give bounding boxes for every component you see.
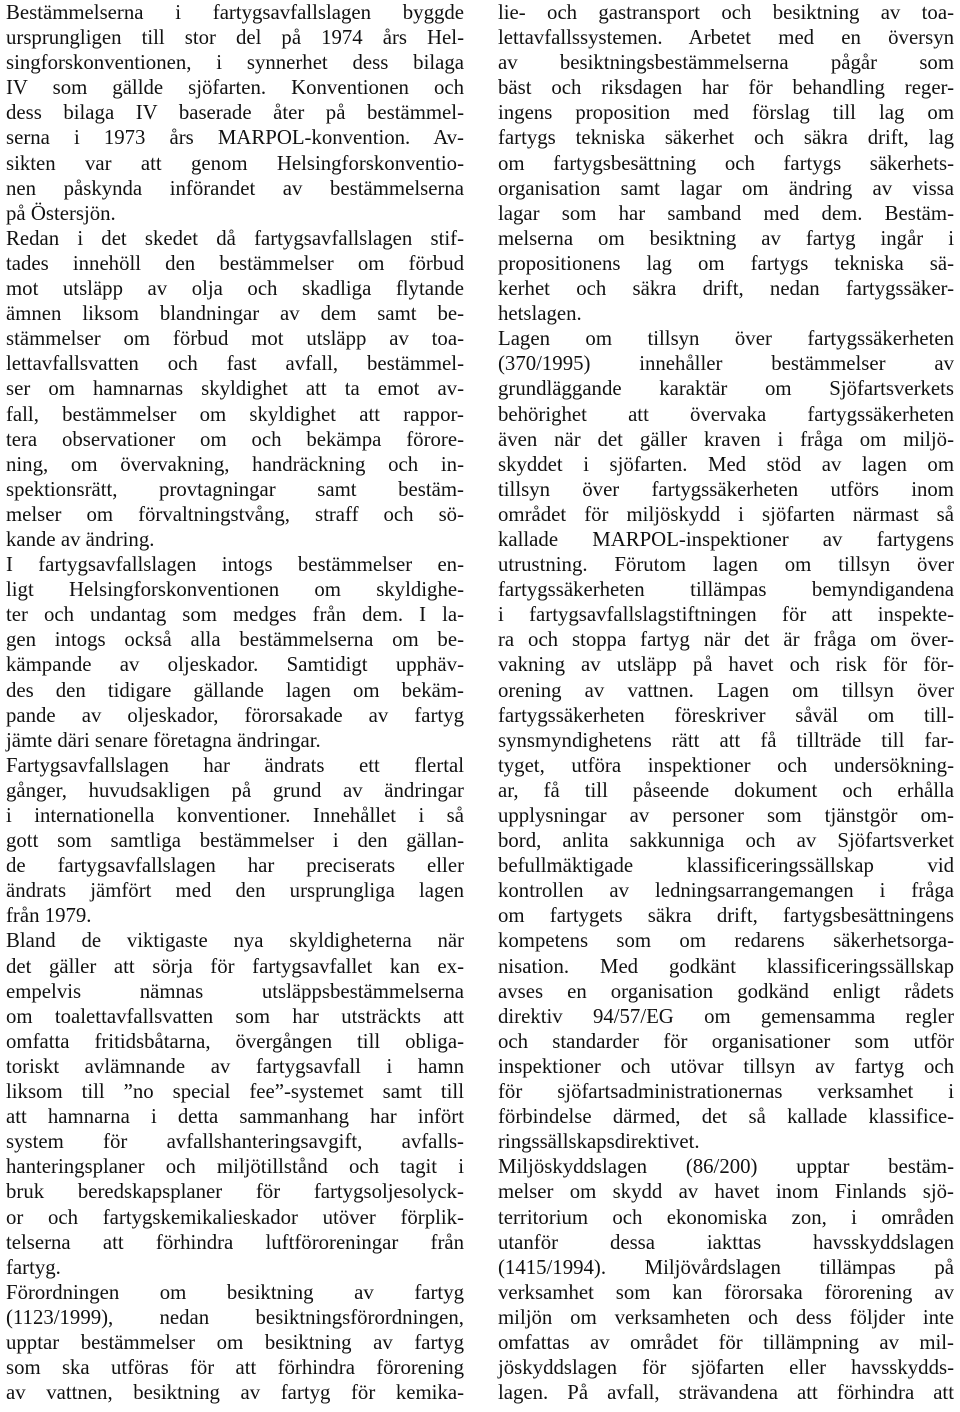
- text-line: ringssällskapsdirektivet.: [498, 1130, 700, 1154]
- text-line: lettavfallsvatten och fast avfall, bestämmel-: [6, 352, 464, 376]
- text-line: Bestämmelserna i fartygsavfallslagen byggde: [6, 1, 464, 24]
- text-line: sikten var att genom Helsingforskonventio-: [6, 151, 464, 175]
- text-line: att hamnarna i detta sammanhang har infört: [6, 1105, 464, 1129]
- text-line: kontrollen av ledningsarrangemangen i fråga: [498, 879, 954, 903]
- text-line: omfattas av området för tillämpning av mil-: [498, 1330, 954, 1354]
- text-line: tades innehöll den bestämmelser om förbud: [6, 251, 464, 275]
- text-line: av vattnen, besiktning av fartyg för kemika-: [6, 1381, 464, 1405]
- text-line: skyddet i sjöfarten. Med stöd av lagen om: [498, 452, 954, 476]
- text-line: ursprungligen till stor del på 1974 års Hel-: [6, 26, 464, 50]
- text-line: territorium och ekonomiska zon, i områden: [498, 1205, 954, 1229]
- text-line: gånger, huvudsakligen på grund av ändringar: [6, 778, 464, 802]
- text-line: (1123/1999), nedan besiktningsförordningen,: [6, 1305, 464, 1329]
- text-line: grundläggande karaktär om Sjöfartsverkets: [498, 377, 954, 401]
- text-line: om fartygets säkra drift, fartygsbesättningens: [498, 904, 954, 928]
- text-line: melserna om besiktning av fartyg ingår i: [498, 226, 954, 250]
- text-line: ter och undantag som medges från dem. I la-: [6, 603, 464, 627]
- text-line: miljön om verksamheten och dess följder inte: [498, 1305, 954, 1329]
- text-line: upptar bestämmelser om besiktning av fartyg: [6, 1330, 464, 1354]
- text-line: I fartygsavfallslagen intogs bestämmelser en-: [6, 553, 464, 577]
- text-line: singforskonventionen, i synnerhet dess bilaga: [6, 51, 464, 75]
- text-line: Miljöskyddslagen (86/200) upptar bestäm-: [498, 1155, 954, 1179]
- text-line: gott som samtliga bestämmelser i den gällan-: [6, 829, 464, 853]
- text-line: verksamhet som kan förorsaka förorening av: [498, 1280, 954, 1304]
- text-line: Förordningen om besiktning av fartyg: [6, 1280, 464, 1304]
- text-line: fartyg.: [6, 1255, 61, 1279]
- text-line: ra och stoppa fartyg när det är fråga om över-: [498, 628, 954, 652]
- text-line: Bland de viktigaste nya skyldigheterna när: [6, 929, 464, 953]
- text-line: hanteringsplaner och miljötillstånd och tagit i: [6, 1155, 464, 1179]
- text-line: bruk beredskapsplaner för fartygsoljesolyck-: [6, 1180, 464, 1204]
- text-line: ning, om övervakning, handräckning och in-: [6, 452, 464, 476]
- text-line: lie- och gastransport och besiktning av toa-: [498, 1, 954, 24]
- text-line: som ska utföras för att förhindra förorening: [6, 1356, 464, 1380]
- text-line: förbindelse därmed, det så kallade klassifice-: [498, 1105, 954, 1129]
- text-line: spektionsrätt, provtagningar samt bestäm-: [6, 477, 464, 501]
- text-line: direktiv 94/57/EG om gemensamma regler: [498, 1004, 954, 1028]
- text-line: serna i 1973 års MARPOL-konvention. Av-: [6, 126, 464, 150]
- text-line: kande av ändring.: [6, 527, 155, 551]
- text-line: or och fartygskemikalieskador utöver förplik-: [6, 1205, 464, 1229]
- text-line: IV som gällde sjöfarten. Konventionen och: [6, 76, 464, 100]
- text-line: kompetens som om redarens säkerhetsorga-: [498, 929, 954, 953]
- text-line: i internationella konventioner. Innehållet i så: [6, 804, 464, 827]
- text-line: mot utsläpp av olja och skadliga flytande: [6, 277, 464, 301]
- text-line: upplysningar av personer som tjänstgör om-: [498, 804, 954, 827]
- text-line: ar, få till påseende dokument och erhålla: [498, 778, 954, 802]
- text-line: om toalettavfallsvatten som har utsträckts att: [6, 1004, 464, 1028]
- text-line: nisation. Med godkänt klassificeringssällskap: [498, 954, 954, 978]
- text-line: det gäller att sörja för fartygsavfallet kan ex-: [6, 954, 464, 978]
- text-line: och standarder för organisationer som utför: [498, 1029, 954, 1053]
- text-line: avses en organisation godkänd enligt rådets: [498, 979, 954, 1003]
- left-text-column: [6, 0, 464, 1405]
- text-line: ingens proposition med förslag till lag om: [498, 101, 954, 125]
- text-line: fartygs tekniska säkerhet och säkra drift, lag: [498, 126, 954, 150]
- text-line: de fartygsavfallslagen har preciserats eller: [6, 854, 464, 878]
- text-line: melser om förvaltningstvång, straff och sö-: [6, 502, 464, 526]
- text-line: ser om hamnarnas skyldighet att ta emot av-: [6, 377, 464, 401]
- text-line: (370/1995) innehåller bestämmelser av: [498, 352, 954, 376]
- text-line: lagar som har samband med dem. Bestäm-: [498, 201, 954, 225]
- text-line: gen intogs också alla bestämmelserna om be-: [6, 628, 464, 652]
- text-line: organisation samt lagar om ändring av vissa: [498, 176, 954, 200]
- text-line: lettavfallssystemen. Arbetet med en översyn: [498, 26, 954, 50]
- text-line: (1415/1994). Miljövårdslagen tillämpas på: [498, 1255, 954, 1279]
- text-line: från 1979.: [6, 904, 92, 928]
- text-line: inspektioner och utövar tillsyn av fartyg och: [498, 1054, 954, 1078]
- text-line: om fartygsbesättning och fartygs säkerhets-: [498, 151, 954, 175]
- text-line: kallade MARPOL-inspektioner av fartygens: [498, 527, 954, 551]
- text-line: jöskyddslagen för sjöfarten eller havsskydds-: [498, 1356, 954, 1380]
- text-line: på Östersjön.: [6, 201, 116, 225]
- text-line: tera observationer om och bekämpa förore-: [6, 427, 464, 451]
- text-line: bord, anlita sakkunniga och av Sjöfartsverket: [498, 829, 954, 853]
- text-line: pande av oljeskador, förorsakade av fartyg: [6, 703, 464, 727]
- text-line: området för miljöskydd i sjöfarten närmast så: [498, 502, 954, 526]
- text-line: jämte däri senare företagna ändringar.: [6, 728, 321, 752]
- text-line: liksom till ”no special fee”-systemet samt till: [6, 1080, 464, 1104]
- text-line: dess bilaga IV baserade åter på bestämmel-: [6, 101, 464, 125]
- text-line: Lagen om tillsyn över fartygssäkerheten: [498, 327, 954, 351]
- right-text-column: [498, 0, 954, 1405]
- text-line: ligt Helsingforskonventionen om skyldighe-: [6, 578, 464, 602]
- text-line: Fartygsavfallslagen har ändrats ett flertal: [6, 753, 464, 777]
- text-line: vakning av utsläpp på havet och risk för för-: [498, 653, 954, 677]
- text-line: kerhet och säkra drift, nedan fartygssäker-: [498, 277, 954, 301]
- text-line: propositionens lag om fartygs tekniska sä-: [498, 251, 954, 275]
- text-line: kämpande av oljeskador. Samtidigt upphäv-: [6, 653, 464, 677]
- text-line: hetslagen.: [498, 302, 582, 326]
- text-line: behörighet att övervaka fartygssäkerheten: [498, 402, 954, 426]
- text-line: melser om skydd av havet inom Finlands sjö-: [498, 1180, 954, 1204]
- text-line: fartygssäkerheten tillämpas bemyndigandena: [498, 578, 954, 602]
- text-line: synsmyndighetens rätt att få tillträde till far-: [498, 728, 954, 752]
- text-line: telserna att förhindra luftföroreningar från: [6, 1230, 464, 1254]
- text-line: bäst och riksdagen har för behandling reger-: [498, 76, 954, 100]
- text-line: befullmäktigade klassificeringssällskap vid: [498, 854, 954, 878]
- text-line: även när det gäller kraven i fråga om miljö-: [498, 427, 954, 451]
- text-line: Redan i det skedet då fartygsavfallslagen stif-: [6, 226, 464, 250]
- text-line: tillsyn över fartygssäkerheten utförs inom: [498, 477, 954, 501]
- text-line: fartygssäkerheten föreskriver såväl om till-: [498, 703, 954, 727]
- text-line: fall, bestämmelser om skyldighet att rappor-: [6, 402, 464, 426]
- text-line: i fartygsavfallslagstiftningen för att inspekte-: [498, 603, 954, 627]
- text-line: ämnen liksom blandningar av dem samt be-: [6, 302, 464, 326]
- text-line: tyget, utföra inspektioner och undersökning-: [498, 753, 954, 777]
- text-line: omfatta fritidsbåtarna, övergången till obliga-: [6, 1029, 464, 1053]
- text-line: utanför dessa iakttas havsskyddslagen: [498, 1230, 954, 1254]
- text-line: empelvis nämnas utsläppsbestämmelserna: [6, 979, 464, 1003]
- text-line: av besiktningsbestämmelserna pågår som: [498, 51, 954, 75]
- text-line: des den tidigare gällande lagen om bekäm-: [6, 678, 464, 702]
- text-line: lagen. På avfall, strävandena att förhindra att: [498, 1381, 954, 1405]
- text-line: system för avfallshanteringsavgift, avfalls-: [6, 1130, 464, 1154]
- text-line: toriskt avlämnande av fartygsavfall i hamn: [6, 1054, 464, 1078]
- text-line: orening av vattnen. Lagen om tillsyn över: [498, 678, 954, 702]
- text-line: stämmelser om förbud mot utsläpp av toa-: [6, 327, 464, 351]
- text-line: för sjöfartsadministrationernas verksamhet i: [498, 1080, 954, 1104]
- text-line: utrustning. Förutom lagen om tillsyn över: [498, 553, 954, 577]
- text-line: ändrats jämfört med den ursprungliga lagen: [6, 879, 464, 903]
- text-line: nen påskynda införandet av bestämmelserna: [6, 176, 464, 200]
